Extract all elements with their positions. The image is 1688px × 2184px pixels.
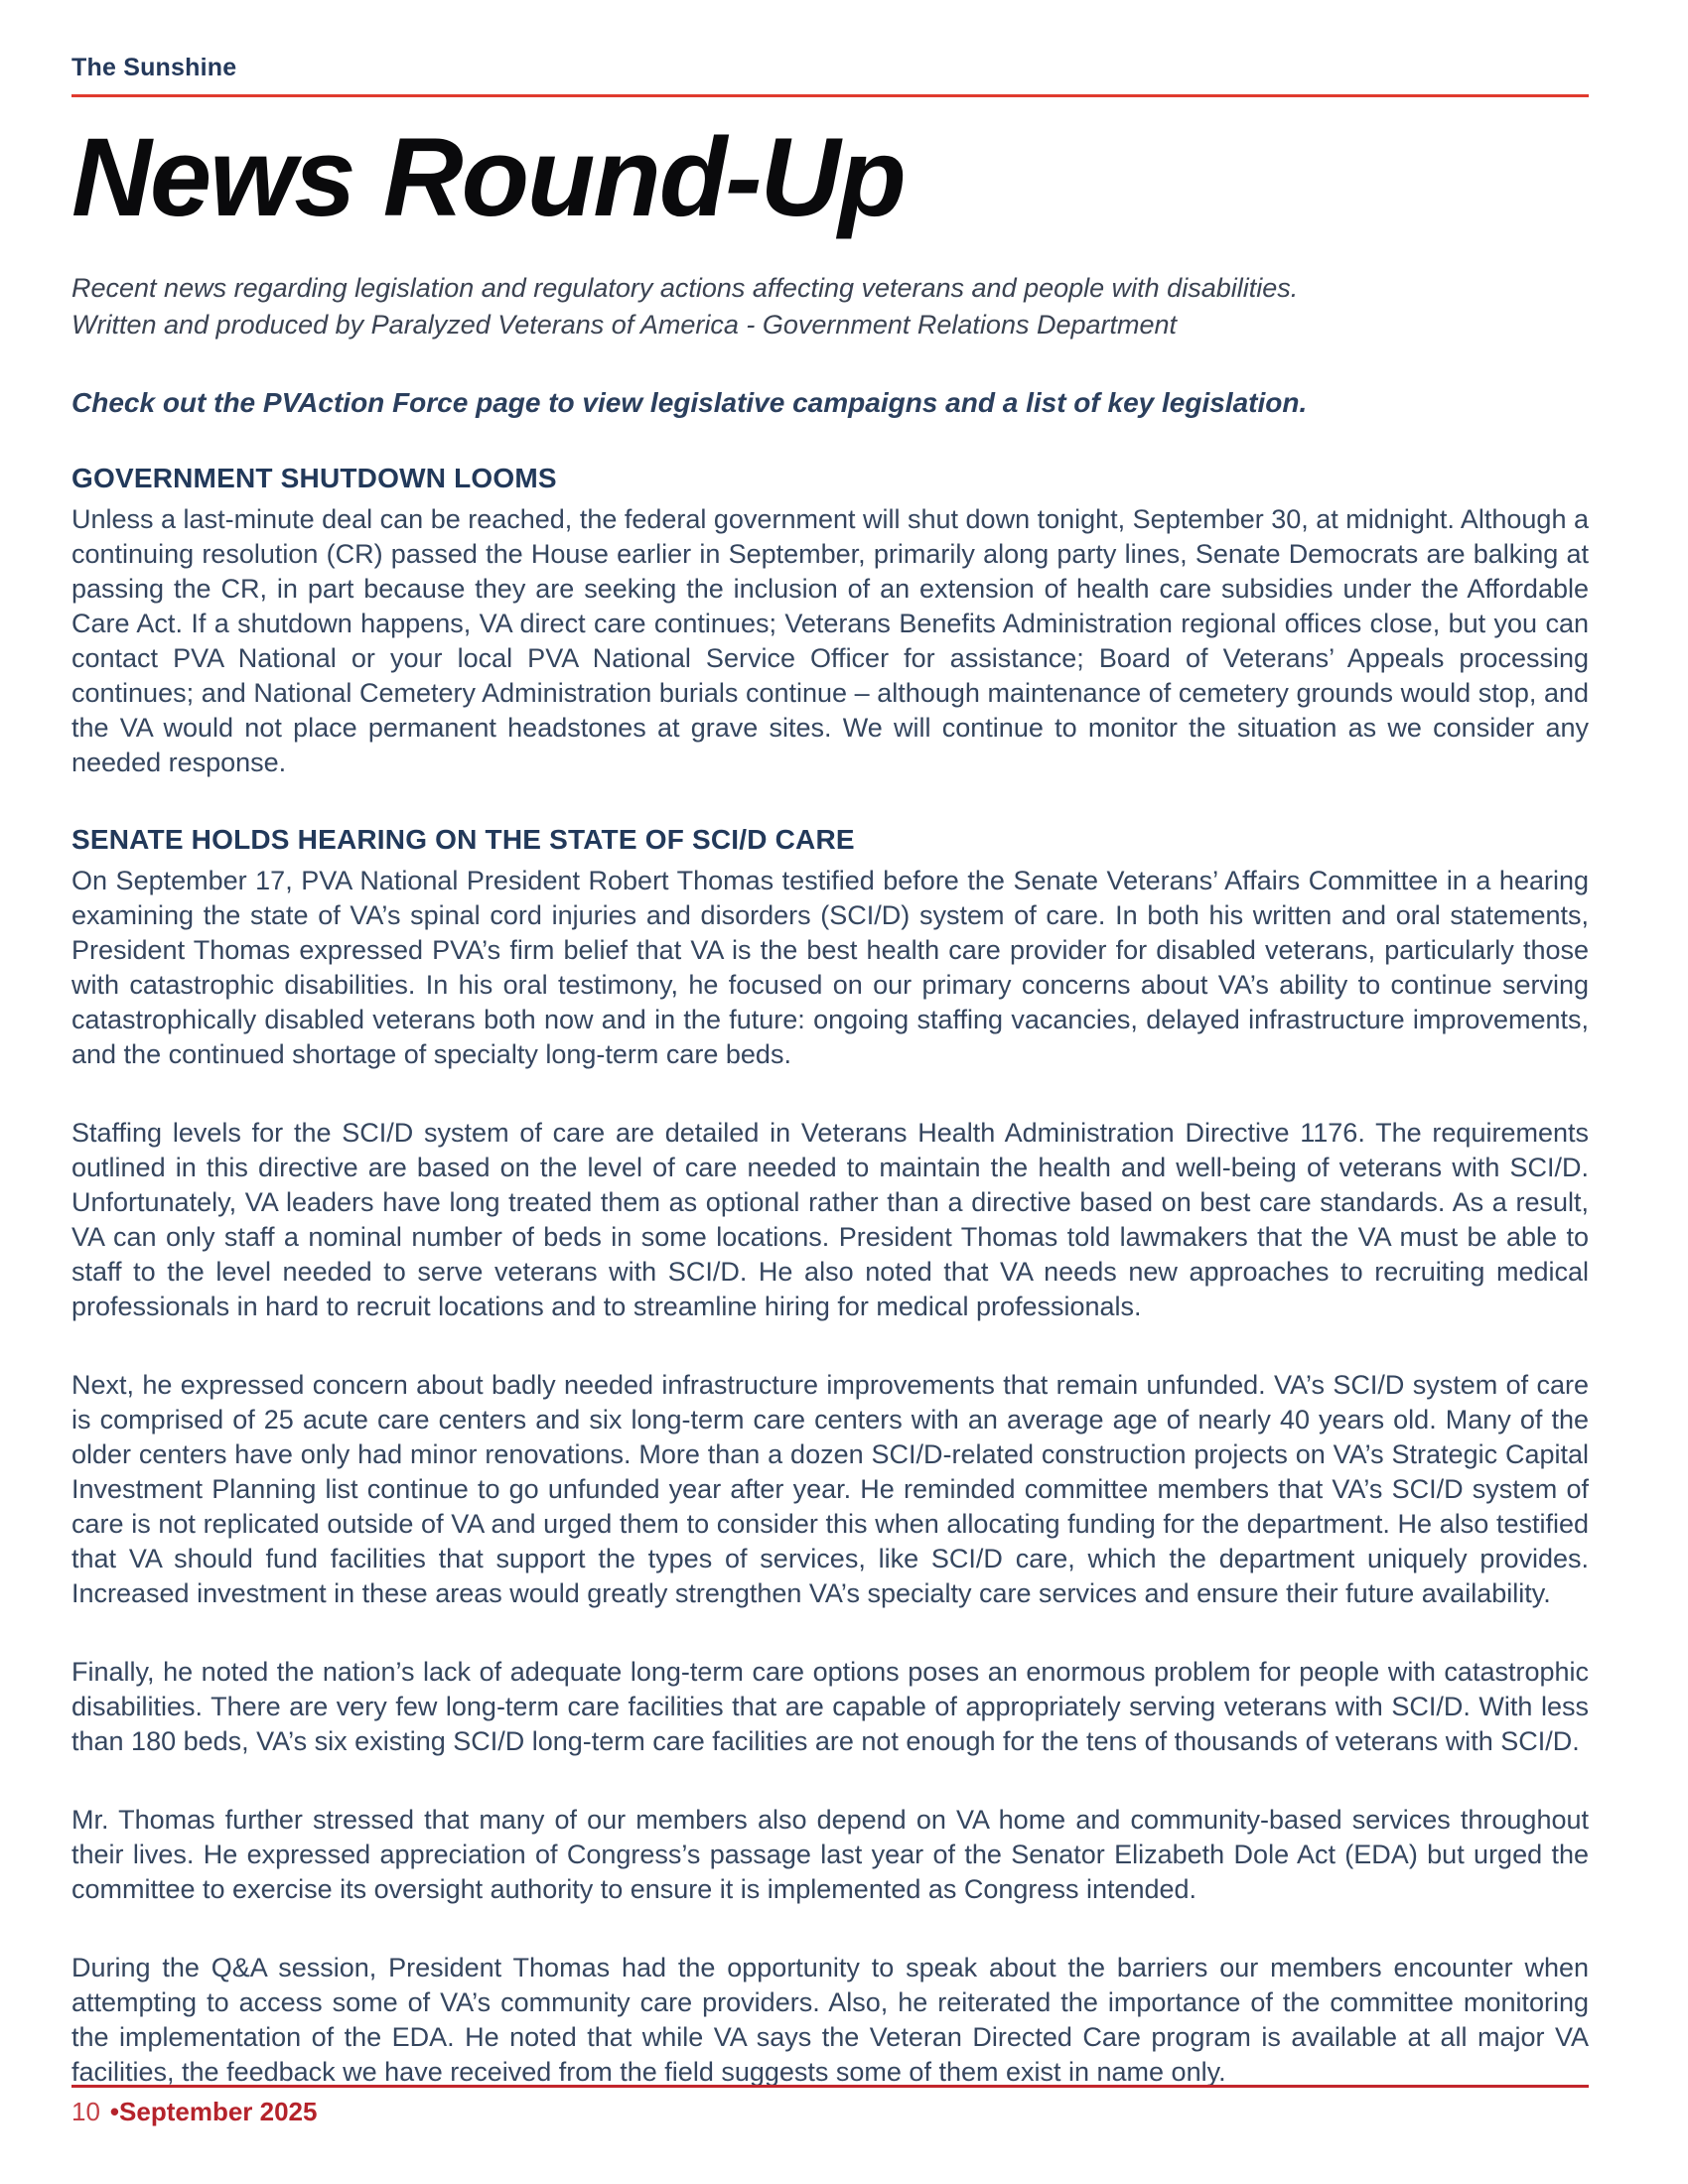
page-header bbox=[71, 54, 1589, 97]
article-title: News Round-Up bbox=[71, 115, 905, 239]
footer-rule bbox=[71, 2085, 1589, 2088]
page-footer bbox=[71, 2085, 1589, 2127]
body-paragraph: Finally, he noted the nation’s lack of adequate long-term care options poses an enormous problem for people with catastrophic disabilities. There are very few long-term care facilities that are capable of appropriately serving veterans with SCI/D. With less than 180 beds, VA’s six existing SCI/D long-term care facilities are not enough for the tens of thousands of veterans with SCI/D. bbox=[71, 1656, 1589, 1756]
news-sections bbox=[71, 463, 1589, 2090]
issue-date: •September 2025 bbox=[109, 2097, 318, 2126]
footer-text bbox=[71, 2097, 1589, 2127]
subtitle-line-2: Written and produced by Paralyzed Veterans of America - Government Relations Department bbox=[71, 309, 1178, 340]
body-paragraph: Mr. Thomas further stressed that many of our members also depend on VA home and community-based services throughout their lives. He expressed appreciation of Congress’s passage last year of the Senator Elizabeth Dole Act (EDA) but urged the committee to exercise its oversight authority to ensure it is implemented as Congress intended. bbox=[71, 1804, 1589, 1904]
header-rule bbox=[71, 94, 1589, 97]
section-heading: SENATE HOLDS HEARING ON THE STATE OF SCI/D CARE bbox=[71, 823, 855, 855]
masthead-title: The Sunshine bbox=[71, 54, 237, 81]
article-section bbox=[71, 463, 1589, 780]
body-paragraph: Unless a last-minute deal can be reached, the federal government will shut down tonight, September 30, at midnight. Although a continuing resolution (CR) passed the House earlier in September, primarily along party lines, Senate Democrats are balking at passing the CR, in part because they are seeking the inclusion of an extension of health care subsidies under the Affordable Care Act. If a shutdown happens, VA direct care continues; Veterans Benefits Administration regional offices close, but you can contact PVA National or your local PVA National Service Officer for assistance; Board of Veterans’ Appeals processing continues; and National Cemetery Administration burials continue – although maintenance of cemetery grounds would stop, and the VA would not place permanent headstones at grave sites. We will continue to monitor the situation as we consider any needed response. bbox=[71, 503, 1589, 777]
section-heading: GOVERNMENT SHUTDOWN LOOMS bbox=[71, 462, 557, 493]
body-paragraph: On September 17, PVA National President Robert Thomas testified before the Senate Veterans’ Affairs Committee in a hearing examining the state of VA’s spinal cord injuries and disorders (SCI/D) system of care. In both his written and oral statements, President Thomas expressed PVA’s firm belief that VA is the best health care provider for disabled veterans, particularly those with catastrophic disabilities. In his oral testimony, he focused on our primary concerns about VA’s ability to continue serving catastrophically disabled veterans both now and in the future: ongoing staffing vacancies, delayed infrastructure improvements, and the continued shortage of specialty long-term care beds. bbox=[71, 865, 1589, 1069]
body-paragraph: During the Q&A session, President Thomas had the opportunity to speak about the barriers our members encounter when attempting to access some of VA’s community care providers. Also, he reiterated the importance of the committee monitoring the implementation of the EDA. He noted that while VA says the Veteran Directed Care program is available at all major VA facilities, the feedback we have received from the field suggests some of them exist in name only. bbox=[71, 1952, 1589, 2087]
article-section bbox=[71, 824, 1589, 2090]
article-subtitle bbox=[71, 270, 1589, 343]
body-paragraph: Staffing levels for the SCI/D system of care are detailed in Veterans Health Administration Directive 1176. The requirements outlined in this directive are based on the level of care needed to maintain the health and well-being of veterans with SCI/D. Unfortunately, VA leaders have long treated them as optional rather than a directive based on best care standards. As a result, VA can only staff a nominal number of beds in some locations. President Thomas told lawmakers that the VA must be able to staff to the level needed to serve veterans with SCI/D. He also noted that VA needs new approaches to recruiting medical professionals in hard to recruit locations and to streamline hiring for medical professionals. bbox=[71, 1117, 1589, 1321]
pvaction-callout: Check out the PVAction Force page to view legislative campaigns and a list of key legislation. bbox=[71, 386, 1308, 418]
page-number: 10 bbox=[71, 2097, 100, 2126]
body-paragraph: Next, he expressed concern about badly needed infrastructure improvements that remain unfunded. VA’s SCI/D system of care is comprised of 25 acute care centers and six long-term care centers with an average age of nearly 40 years old. Many of the older centers have only had minor renovations. More than a dozen SCI/D-related construction projects on VA’s Strategic Capital Investment Planning list continue to go unfunded year after year. He reminded committee members that VA’s SCI/D system of care is not replicated outside of VA and urged them to consider this when allocating funding for the department. He also testified that VA should fund facilities that support the types of services, like SCI/D care, which the department uniquely provides. Increased investment in these areas would greatly strengthen VA’s specialty care services and ensure their future availability. bbox=[71, 1369, 1589, 1608]
subtitle-line-1: Recent news regarding legislation and regulatory actions affecting veterans and people with disabilities. bbox=[71, 272, 1299, 303]
